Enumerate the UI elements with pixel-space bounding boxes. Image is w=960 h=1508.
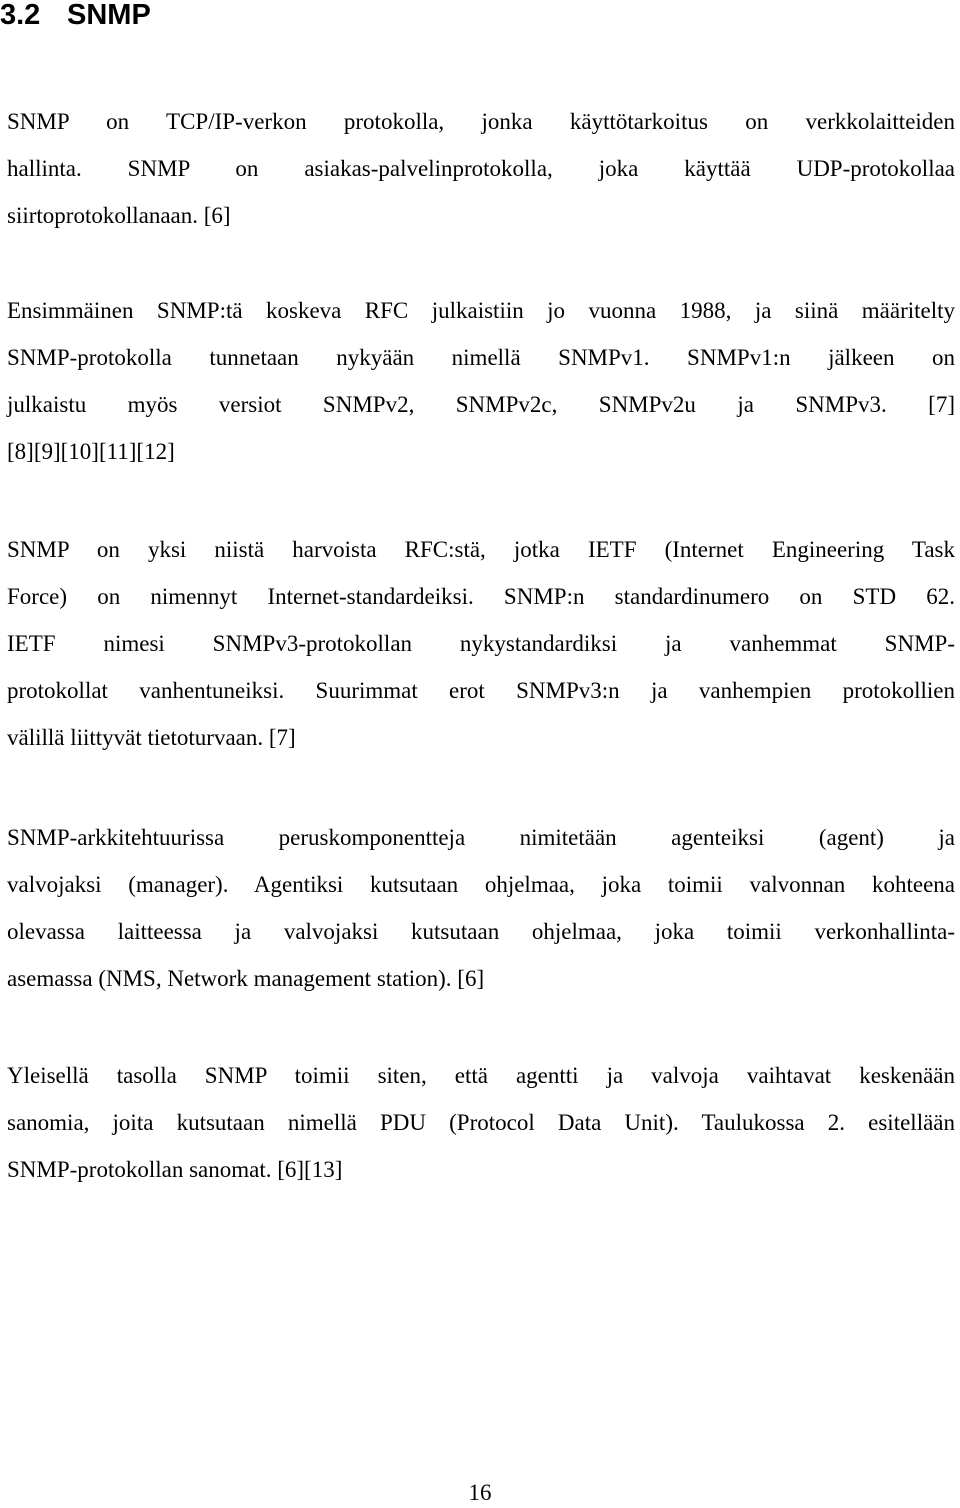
paragraph-snmp-architecture xyxy=(7,814,955,1002)
paragraph-ietf-standard xyxy=(7,526,955,761)
paragraph-line: SNMP-protokolla tunnetaan nykyään nimellä SNMPv1. SNMPv1:n jälkeen on xyxy=(7,345,955,370)
paragraph-line: valvojaksi (manager). Agentiksi kutsutaan ohjelmaa, joka toimii valvonnan kohteena xyxy=(7,872,955,897)
paragraph-line: protokollat vanhentuneiksi. Suurimmat erot SNMPv3:n ja vanhempien protokollien xyxy=(7,678,955,703)
paragraph-line: SNMP-arkkitehtuurissa peruskomponentteja nimitetään agenteiksi (agent) ja xyxy=(7,825,955,850)
paragraph-line: Force) on nimennyt Internet-standardeiksi. SNMP:n standardinumero on STD 62. xyxy=(7,584,955,609)
paragraph-line: Ensimmäinen SNMP:tä koskeva RFC julkaistiin jo vuonna 1988, ja siinä määritelty xyxy=(7,298,955,323)
paragraph-line: [8][9][10][11][12] xyxy=(7,439,175,464)
paragraph-line: hallinta. SNMP on asiakas-palvelinprotokolla, joka käyttää UDP-protokollaa xyxy=(7,156,955,181)
paragraph-line: julkaistu myös versiot SNMPv2, SNMPv2c, SNMPv2u ja SNMPv3. [7] xyxy=(7,392,955,417)
paragraph-line: IETF nimesi SNMPv3-protokollan nykystandardiksi ja vanhemmat SNMP- xyxy=(7,631,955,656)
page-number: 16 xyxy=(468,1480,492,1505)
paragraph-line: välillä liittyvät tietoturvaan. [7] xyxy=(7,725,296,750)
paragraph-line: SNMP-protokollan sanomat. [6][13] xyxy=(7,1157,343,1182)
paragraph-line: SNMP on yksi niistä harvoista RFC:stä, jotka IETF (Internet Engineering Task xyxy=(7,537,955,562)
paragraph-snmp-versions xyxy=(7,287,955,475)
paragraph-snmp-messages xyxy=(7,1052,955,1193)
section-number: 3.2 xyxy=(0,0,41,31)
section-title: SNMP xyxy=(67,0,151,31)
paragraph-snmp-intro xyxy=(7,98,955,239)
paragraph-line: olevassa laitteessa ja valvojaksi kutsutaan ohjelmaa, joka toimii verkonhallinta- xyxy=(7,919,955,944)
paragraph-line: SNMP on TCP/IP-verkon protokolla, jonka käyttötarkoitus on verkkolaitteiden xyxy=(7,109,955,134)
paragraph-line: asemassa (NMS, Network management station). [6] xyxy=(7,966,485,991)
section-heading xyxy=(0,0,151,30)
paragraph-line: sanomia, joita kutsutaan nimellä PDU (Protocol Data Unit). Taulukossa 2. esitellään xyxy=(7,1110,955,1135)
paragraph-line: Yleisellä tasolla SNMP toimii siten, että agentti ja valvoja vaihtavat keskenään xyxy=(7,1063,955,1088)
paragraph-line: siirtoprotokollanaan. [6] xyxy=(7,203,231,228)
